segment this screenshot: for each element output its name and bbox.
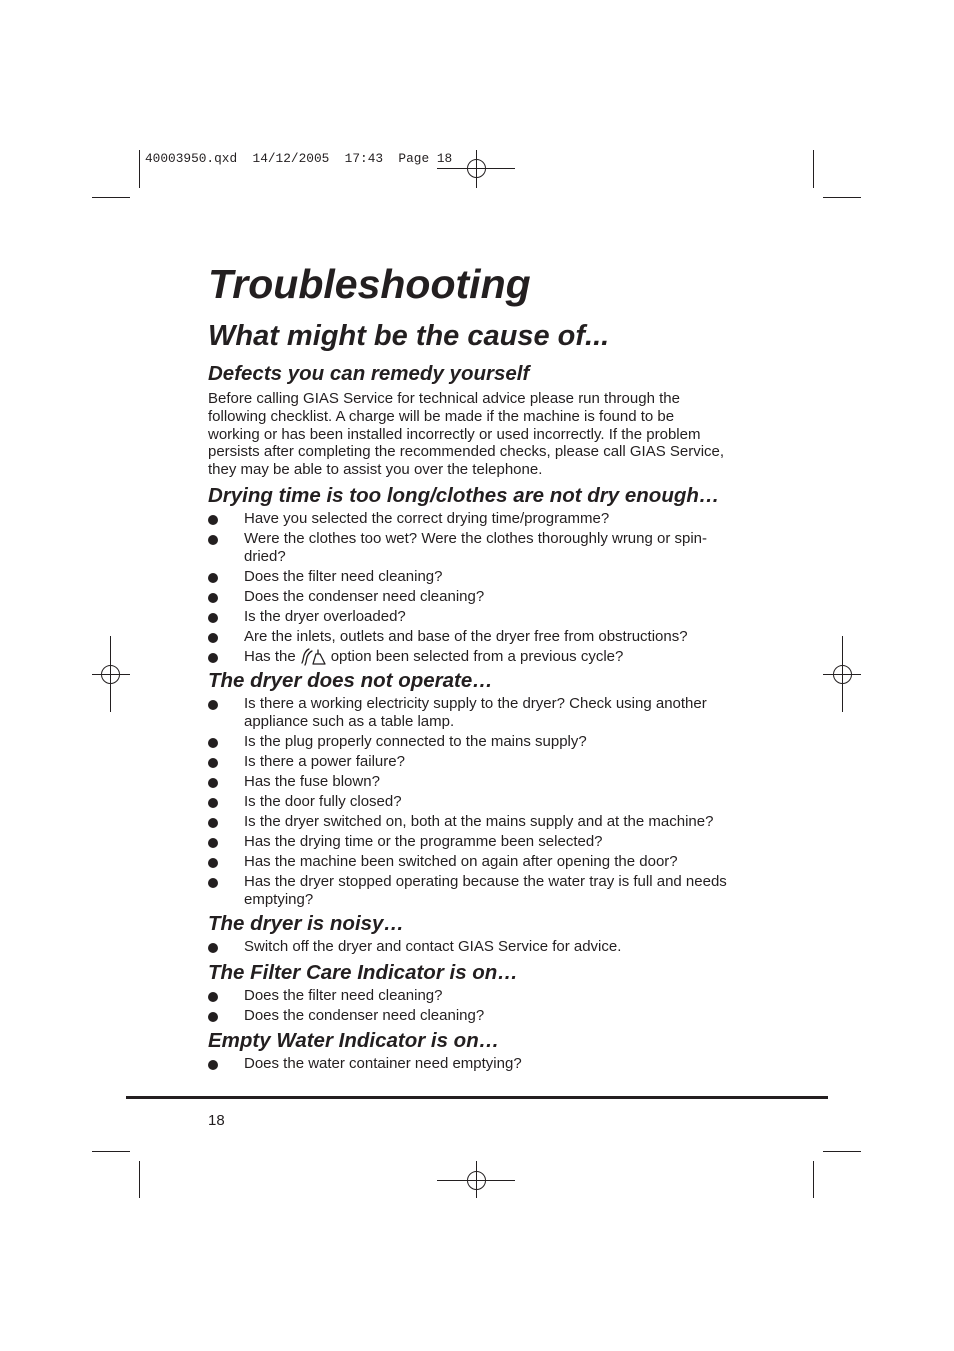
list-item-text: dried?	[244, 548, 286, 565]
checklist-drying-time	[208, 510, 707, 668]
list-item-text	[244, 648, 707, 666]
list-item-text: Has the machine been switched on again after opening the door?	[244, 853, 678, 870]
list-item	[208, 773, 727, 791]
list-item	[208, 648, 707, 666]
bullet-icon	[208, 738, 218, 748]
list-item-text: Has the drying time or the programme been selected?	[244, 833, 603, 850]
list-item	[208, 608, 707, 626]
heading-empty-water-indicator: Empty Water Indicator is on…	[208, 1029, 500, 1052]
list-item-text: Have you selected the correct drying time/programme?	[244, 510, 610, 527]
printer-slug: 40003950.qxd 14/12/2005 17:43 Page 18	[145, 151, 453, 166]
bullet-icon	[208, 858, 218, 868]
list-item-text-before-icon: Has the	[244, 648, 296, 665]
heading-dryer-not-operating: The dryer does not operate…	[208, 669, 493, 692]
list-item-text: Is the plug properly connected to the mains supply?	[244, 733, 587, 750]
list-item	[208, 628, 707, 646]
list-item-text: Is the dryer switched on, both at the mains supply and at the machine?	[244, 813, 714, 830]
bullet-icon	[208, 758, 218, 768]
list-item	[208, 833, 727, 851]
list-item-text: appliance such as a table lamp.	[244, 713, 455, 730]
bullet-icon	[208, 878, 218, 888]
footer-rule	[126, 1096, 828, 1099]
list-item	[208, 753, 727, 771]
list-item-text: Does the condenser need cleaning?	[244, 588, 485, 605]
page-title: Troubleshooting	[208, 261, 531, 307]
bullet-icon	[208, 633, 218, 643]
list-item	[208, 793, 727, 811]
list-item	[208, 987, 484, 1005]
paragraph-line: persists after completing the recommended checks, please call GIAS Service,	[208, 443, 725, 461]
list-item-text: Were the clothes too wet? Were the clothes thoroughly wrung or spin-	[244, 530, 708, 547]
list-item	[208, 530, 707, 566]
crop-mark-top-right	[814, 150, 862, 198]
list-item	[208, 733, 727, 751]
list-item-text: Does the filter need cleaning?	[244, 568, 443, 585]
bullet-icon	[208, 778, 218, 788]
heading-drying-time: Drying time is too long/clothes are not dry enough…	[208, 484, 720, 507]
bullet-icon	[208, 943, 218, 953]
list-item-text: Are the inlets, outlets and base of the dryer free from obstructions?	[244, 628, 688, 645]
checklist-dryer-not-operating	[208, 695, 727, 911]
list-item-text: Has the dryer stopped operating because the water tray is full and needs	[244, 873, 727, 890]
bullet-icon	[208, 992, 218, 1002]
list-item	[208, 1055, 522, 1073]
paragraph-line: working or has been installed incorrectly or used incorrectly. If the problem	[208, 425, 701, 443]
heading-defects: Defects you can remedy yourself	[208, 362, 530, 385]
bullet-icon	[208, 573, 218, 583]
checklist-empty-water-indicator	[208, 1055, 522, 1075]
bullet-icon	[208, 613, 218, 623]
page-subtitle: What might be the cause of...	[208, 320, 610, 352]
checklist-filter-care-indicator	[208, 987, 484, 1027]
intro-paragraph	[208, 390, 724, 479]
list-item-text: Is there a working electricity supply to the dryer? Check using another	[244, 695, 707, 712]
bullet-icon	[208, 535, 218, 545]
bullet-icon	[208, 593, 218, 603]
list-item-text: Is the dryer overloaded?	[244, 608, 406, 625]
bullet-icon	[208, 653, 218, 663]
iron-icon	[300, 648, 326, 666]
list-item	[208, 695, 727, 731]
list-item-text: Does the filter need cleaning?	[244, 987, 443, 1004]
list-item	[208, 813, 727, 831]
paragraph-line: they may be able to assist you over the telephone.	[208, 461, 543, 479]
heading-dryer-noisy: The dryer is noisy…	[208, 912, 404, 935]
bullet-icon	[208, 798, 218, 808]
crop-mark-bottom-left	[92, 1152, 140, 1199]
list-item-text: Is there a power failure?	[244, 753, 405, 770]
bullet-icon	[208, 1060, 218, 1070]
list-item	[208, 853, 727, 871]
paragraph-line: following checklist. A charge will be made if the machine is found to be	[208, 407, 675, 425]
page-number: 18	[208, 1112, 225, 1129]
checklist-dryer-noisy	[208, 938, 621, 958]
list-item	[208, 938, 621, 956]
bullet-icon	[208, 838, 218, 848]
bullet-icon	[208, 818, 218, 828]
list-item	[208, 510, 707, 528]
list-item-text: Is the door fully closed?	[244, 793, 402, 810]
registration-mark-right	[823, 636, 861, 712]
list-item-text-after-icon: option been selected from a previous cycle?	[330, 648, 624, 665]
paragraph-line: Before calling GIAS Service for technical advice please run through the	[208, 390, 680, 407]
bullet-icon	[208, 1012, 218, 1022]
crop-mark-top-left	[92, 150, 140, 198]
list-item-text: Does the condenser need cleaning?	[244, 1007, 485, 1024]
heading-filter-care-indicator: The Filter Care Indicator is on…	[208, 961, 518, 984]
registration-mark-left	[92, 636, 130, 712]
list-item-text: Switch off the dryer and contact GIAS Service for advice.	[244, 938, 622, 955]
list-item	[208, 568, 707, 586]
list-item	[208, 873, 727, 909]
list-item-text: emptying?	[244, 891, 314, 908]
list-item	[208, 1007, 484, 1025]
registration-mark-bottom	[437, 1161, 515, 1198]
list-item-text: Does the water container need emptying?	[244, 1055, 522, 1072]
bullet-icon	[208, 515, 218, 525]
list-item	[208, 588, 707, 606]
bullet-icon	[208, 700, 218, 710]
crop-mark-bottom-right	[814, 1152, 862, 1199]
list-item-text: Has the fuse blown?	[244, 773, 380, 790]
